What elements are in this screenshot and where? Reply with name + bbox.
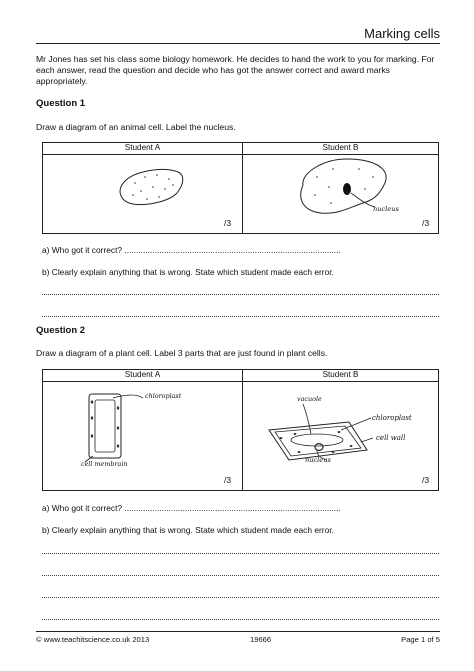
student-a-membrane-label: cell membrain <box>81 460 128 468</box>
question1-column-divider <box>242 143 243 233</box>
question1-student-a-label: Student A <box>124 143 161 152</box>
question2-answer-line[interactable] <box>42 553 439 554</box>
student-b-cell-wall-label: cell wall <box>376 434 406 442</box>
question1-answer-box <box>42 142 439 234</box>
student-a-animal-cell-drawing <box>113 163 193 213</box>
student-b-animal-cell-drawing <box>293 155 403 225</box>
question1-part-b: b) Clearly explain anything that is wrong. State which student made each error. <box>42 267 334 277</box>
footer-page-number: Page 1 of 5 <box>401 635 440 644</box>
question2-column-divider <box>242 370 243 490</box>
student-b-nucleus-label: nucleus <box>373 205 399 213</box>
question1-prompt: Draw a diagram of an animal cell. Label the nucleus. <box>36 122 236 132</box>
student-a-plant-cell-drawing <box>83 388 183 468</box>
question2-part-b: b) Clearly explain anything that is wrong. State which student made each error. <box>42 525 334 535</box>
footer-rule <box>36 631 440 632</box>
question2-heading: Question 2 <box>36 325 86 336</box>
question2-student-b-label: Student B <box>322 370 359 379</box>
header-bar <box>36 24 440 44</box>
footer-code: 19666 <box>250 635 272 644</box>
question1-mark-b: /3 <box>422 218 430 228</box>
question2-mark-a: /3 <box>224 475 232 485</box>
question2-student-a-label: Student A <box>124 370 161 379</box>
question1-student-b-label: Student B <box>322 143 359 152</box>
question1-mark-a: /3 <box>224 218 232 228</box>
student-b-plant-cell-drawing <box>255 388 425 474</box>
student-b-chloroplast-label: chloroplast <box>372 414 412 422</box>
question2-answer-line[interactable] <box>42 597 439 598</box>
intro-text: Mr Jones has set his class some biology homework. He decides to hand the work to you for marking. For each answer, read the question and decide who has got the answer correct and award marks appropriately. <box>36 54 435 86</box>
page-title: Marking cells <box>364 26 440 41</box>
question2-part-a: a) Who got it correct? ............................................................................................. <box>42 503 341 513</box>
question2-answer-line[interactable] <box>42 575 439 576</box>
question1-heading: Question 1 <box>36 98 86 109</box>
footer-copyright: © www.teachitscience.co.uk 2013 <box>36 635 150 644</box>
question2-prompt: Draw a diagram of a plant cell. Label 3 parts that are just found in plant cells. <box>36 348 328 358</box>
question1-answer-line[interactable] <box>42 294 439 295</box>
student-b-plant-nucleus-label: nucleus <box>305 456 331 464</box>
student-b-vacuole-label: vacuole <box>297 395 322 403</box>
question2-answer-box <box>42 369 439 491</box>
question2-answer-line[interactable] <box>42 619 439 620</box>
student-a-chloroplast-label: chloroplast <box>145 392 182 400</box>
question1-answer-line[interactable] <box>42 316 439 317</box>
question2-mark-b: /3 <box>422 475 430 485</box>
question1-part-a: a) Who got it correct? ............................................................................................. <box>42 245 341 255</box>
